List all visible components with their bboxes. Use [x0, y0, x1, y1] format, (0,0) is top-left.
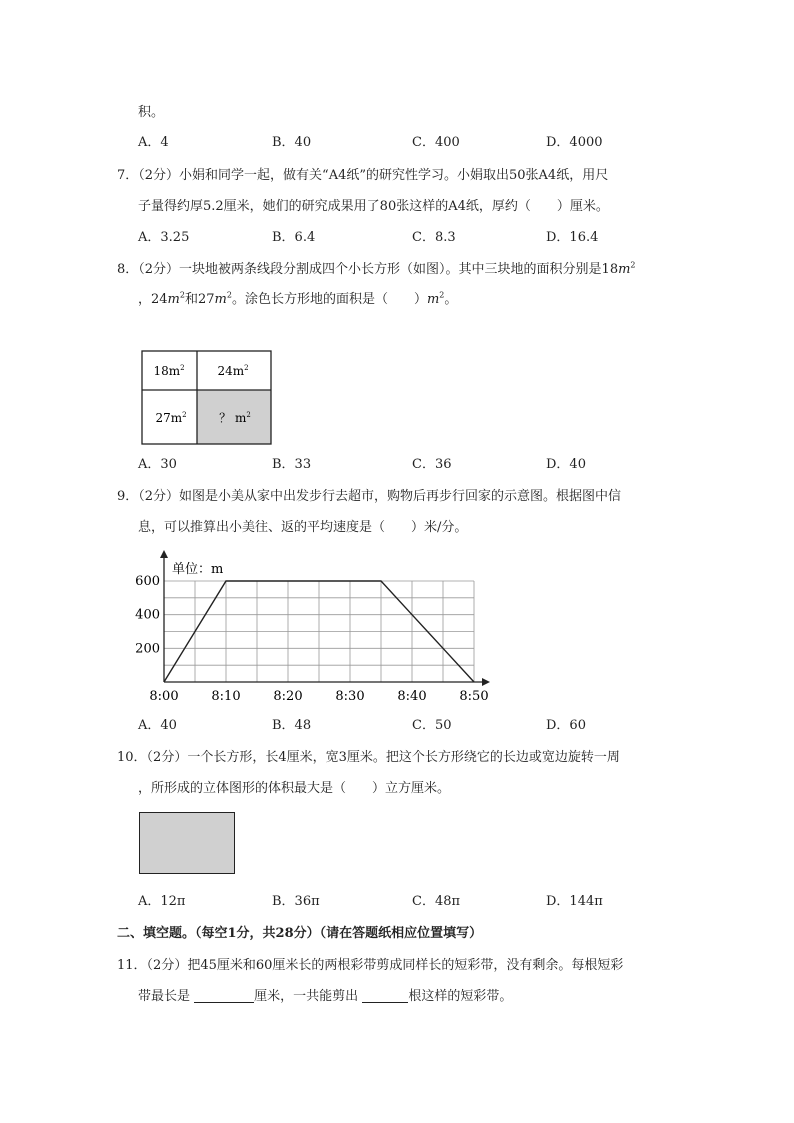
q10-line1: 10．（2分）一个长方形，长4厘米，宽3厘米。把这个长方形绕它的长边或宽边旋转一周 [117, 750, 620, 765]
q6-tail: 积。 [138, 105, 165, 120]
q9-x-tick-labels [149, 689, 488, 704]
q7-option-c: C．8.3 [412, 230, 456, 245]
q10-line2: ，所形成的立体图形的体积最大是（ ）立方厘米。 [138, 781, 451, 796]
section2-title: 二、填空题。（每空1分，共28分）（请在答题纸相应位置填写） [117, 926, 483, 941]
q9-x-tick-label: 8:30 [335, 689, 365, 704]
q8-line2 [138, 291, 457, 309]
q9-x-tick-label: 8:50 [459, 689, 489, 704]
q11-answer-blank-2[interactable] [362, 988, 408, 1003]
q8-unit-exp: 2 [630, 260, 636, 270]
q9-option-a: A．40 [138, 718, 177, 733]
q8-unit-exp-4: 2 [439, 290, 445, 300]
q11-line2-part-b: 厘米，一共能剪出 [254, 989, 359, 1004]
q9-distance-time-chart [118, 548, 498, 708]
q7-option-a: A．3.25 [138, 230, 190, 245]
q11-line2 [138, 988, 512, 1006]
q10-option-a: A．12π [138, 894, 186, 909]
q8-unit-m-3: m [214, 292, 227, 307]
q6-option-c: C．400 [412, 135, 460, 150]
q11-answer-blank-1[interactable] [194, 988, 254, 1003]
q9-x-tick-label: 8:20 [273, 689, 303, 704]
q8-option-d: D．40 [546, 457, 586, 472]
q8-unit-exp-3: 2 [226, 290, 232, 300]
q8-cell-1: $18m^2$ [153, 364, 185, 378]
q9-y-tick-labels [135, 574, 160, 656]
q9-option-c: C．50 [412, 718, 452, 733]
q11-line2-part-c: 根这样的短彩带。 [408, 989, 513, 1004]
q9-y-axis-arrow [160, 550, 168, 558]
q9-x-axis-arrow [482, 678, 490, 686]
q8-unit-m: m [618, 262, 631, 277]
q8-unit-m-2: m [167, 292, 180, 307]
q9-x-tick-label: 8:10 [211, 689, 241, 704]
q8-line1 [117, 261, 636, 279]
q8-cell-2: $24m^2$ [217, 364, 249, 378]
q8-cell-4: ？ $m^2$ [219, 411, 251, 425]
q8-option-b: B．33 [272, 457, 312, 472]
q10-option-d: D．144π [546, 894, 603, 909]
q7-option-b: B．6.4 [272, 230, 316, 245]
q9-option-b: B．48 [272, 718, 312, 733]
q9-x-tick-label: 8:40 [397, 689, 427, 704]
q9-y-tick-label: 400 [135, 607, 160, 623]
q8-line2-part-c: 。涂色长方形地的面积是（ ） [231, 292, 427, 307]
q10-option-b: B．36π [272, 894, 320, 909]
q8-line1-text: 8．（2分）一块地被两条线段分割成四个小长方形（如图）。其中三块地的面积分别是18 [117, 262, 619, 277]
q8-cell-3: $27m^2$ [155, 411, 187, 425]
q10-rectangle-figure [139, 812, 235, 874]
q11-line1: 11．（2分）把45厘米和60厘米长的两根彩带剪成同样长的短彩带，没有剩余。每根短彩 [117, 958, 624, 973]
q8-line2-part-a: ，24 [138, 292, 168, 307]
q10-option-c: C．48π [412, 894, 461, 909]
q7-line1: 7．（2分）小娟和同学一起，做有关“A4纸”的研究性学习。小娟取出50张A4纸，用尺 [117, 168, 609, 183]
q8-option-c: C．36 [412, 457, 452, 472]
q8-line2-end: 。 [444, 292, 458, 307]
q8-unit-m-4: m [426, 292, 440, 307]
q9-y-axis-label: 单位：m [172, 562, 224, 577]
q6-option-d: D．4000 [546, 135, 603, 150]
q8-area-diagram [140, 349, 274, 447]
q9-y-tick-label: 200 [135, 641, 160, 657]
q9-option-d: D．60 [546, 718, 586, 733]
q7-line2: 子量得约厚5.2厘米，她们的研究成果用了80张这样的A4纸，厚约（ ）厘米。 [138, 199, 609, 214]
q11-line2-part-a: 带最长是 [138, 989, 191, 1004]
q9-y-tick-label: 600 [135, 574, 160, 589]
q6-option-b: B．40 [272, 135, 312, 150]
q8-option-a: A．30 [138, 457, 177, 472]
q9-x-tick-label: 8:00 [149, 689, 179, 704]
q8-unit-exp-2: 2 [179, 290, 185, 300]
q6-option-a: A．4 [138, 135, 169, 150]
q9-line2: 息，可以推算出小美往、返的平均速度是（ ）米/分。 [138, 520, 468, 535]
q8-line2-part-b: 和27 [184, 292, 215, 307]
q9-line1: 9．（2分）如图是小美从家中出发步行去超市，购物后再步行回家的示意图。根据图中信 [117, 489, 622, 504]
q7-option-d: D．16.4 [546, 230, 599, 245]
